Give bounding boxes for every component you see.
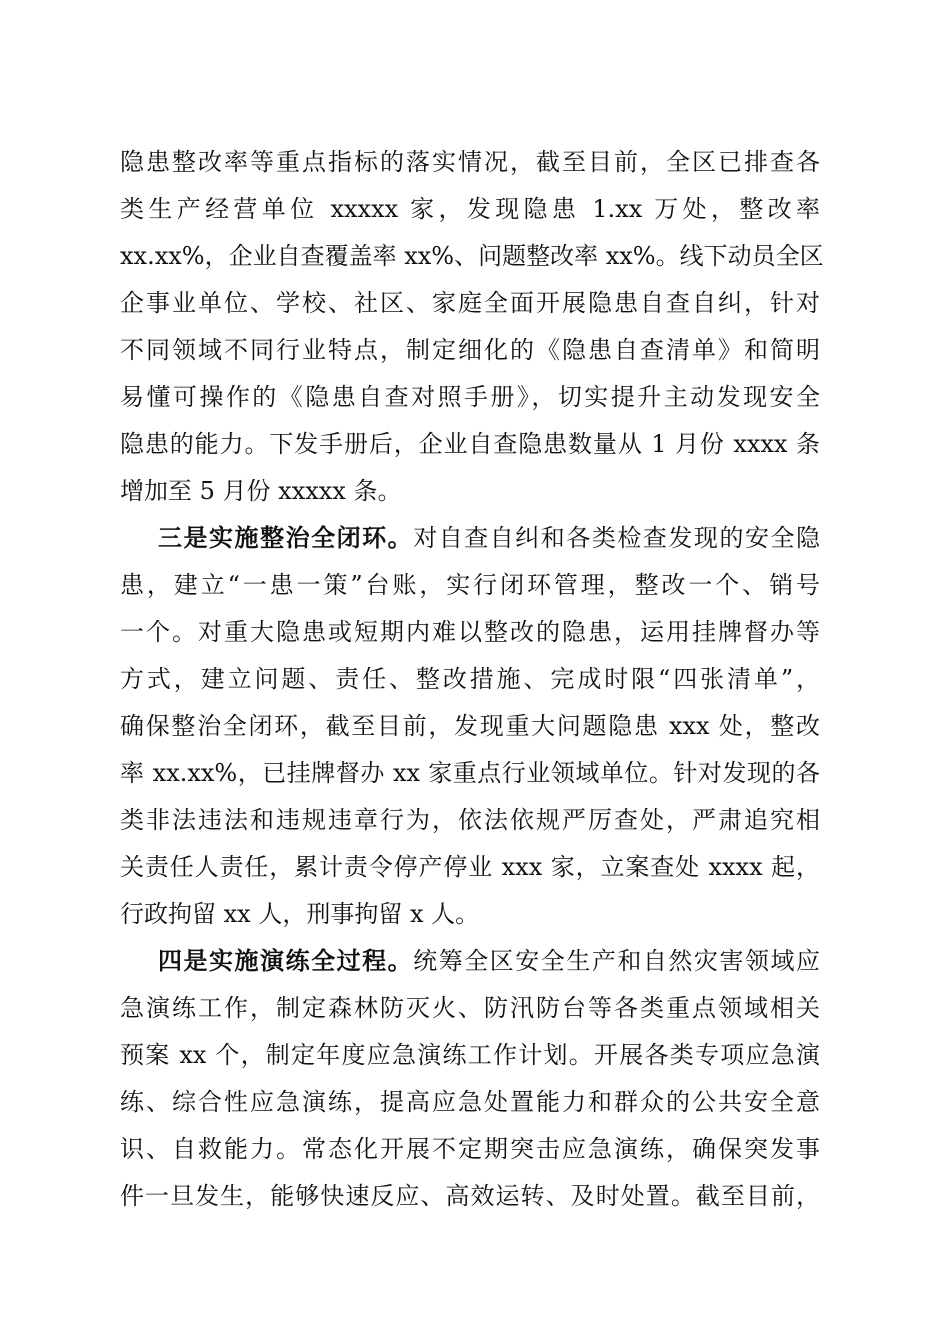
paragraph-3-line-2: 急演练工作，制定森林防灭火、防汛防台等各类重点领域相关 xyxy=(120,994,820,1022)
paragraph-2-line-3: 一个。对重大隐患或短期内难以整改的隐患，运用挂牌督办等 xyxy=(120,618,820,646)
paragraph-2-line-5: 确保整治全闭环，截至目前，发现重大问题隐患 xxx 处，整改 xyxy=(120,712,820,740)
paragraph-1-line-5: 不同领域不同行业特点，制定细化的《隐患自查清单》和简明 xyxy=(120,336,820,364)
paragraph-2-line-4: 方式，建立问题、责任、整改措施、完成时限“四张清单”， xyxy=(120,665,820,693)
paragraph-3-line-3: 预案 xx 个，制定年度应急演练工作计划。开展各类专项应急演 xyxy=(120,1041,820,1069)
paragraph-2-line-9: 行政拘留 xx 人，刑事拘留 x 人。 xyxy=(120,900,480,928)
paragraph-2-line-6: 率 xx.xx%，已挂牌督办 xx 家重点行业领域单位。针对发现的各 xyxy=(120,759,820,787)
paragraph-2-first-line-text: 对自查自纠和各类检查发现的安全隐 xyxy=(413,524,821,552)
paragraph-1-line-1: 隐患整改率等重点指标的落实情况，截至目前，全区已排查各 xyxy=(120,148,820,176)
paragraph-1-line-4: 企事业单位、学校、社区、家庭全面开展隐患自查自纠，针对 xyxy=(120,289,820,317)
paragraph-3-line-5: 识、自救能力。常态化开展不定期突击应急演练，确保突发事 xyxy=(120,1135,820,1163)
paragraph-3-heading: 四是实施演练全过程。 xyxy=(158,946,414,975)
paragraph-3-line-1 xyxy=(158,946,820,976)
paragraph-1-line-3: xx.xx%，企业自查覆盖率 xx%、问题整改率 xx%。线下动员全区 xyxy=(120,242,824,270)
paragraph-2-heading: 三是实施整治全闭环。 xyxy=(158,523,414,552)
paragraph-2-line-8: 关责任人责任，累计责令停产停业 xxx 家，立案查处 xxxx 起， xyxy=(120,853,820,881)
paragraph-1-line-6: 易懂可操作的《隐患自查对照手册》，切实提升主动发现安全 xyxy=(120,383,820,411)
paragraph-1-line-8: 增加至 5 月份 xxxxx 条。 xyxy=(120,477,402,505)
paragraph-3-line-4: 练、综合性应急演练，提高应急处置能力和群众的公共安全意 xyxy=(120,1088,820,1116)
paragraph-1-line-2: 类生产经营单位 xxxxx 家，发现隐患 1.xx 万处，整改率 xyxy=(120,195,820,223)
paragraph-2-line-1 xyxy=(158,523,820,553)
paragraph-2-line-7: 类非法违法和违规违章行为，依法依规严厉查处，严肃追究相 xyxy=(120,806,820,834)
paragraph-1-line-7: 隐患的能力。下发手册后，企业自查隐患数量从 1 月份 xxxx 条 xyxy=(120,430,820,458)
paragraph-3-first-line-text: 统筹全区安全生产和自然灾害领域应 xyxy=(413,947,821,975)
paragraph-3-line-6: 件一旦发生，能够快速反应、高效运转、及时处置。截至目前， xyxy=(120,1182,820,1210)
paragraph-2-line-2: 患，建立“一患一策”台账，实行闭环管理，整改一个、销号 xyxy=(120,571,820,599)
